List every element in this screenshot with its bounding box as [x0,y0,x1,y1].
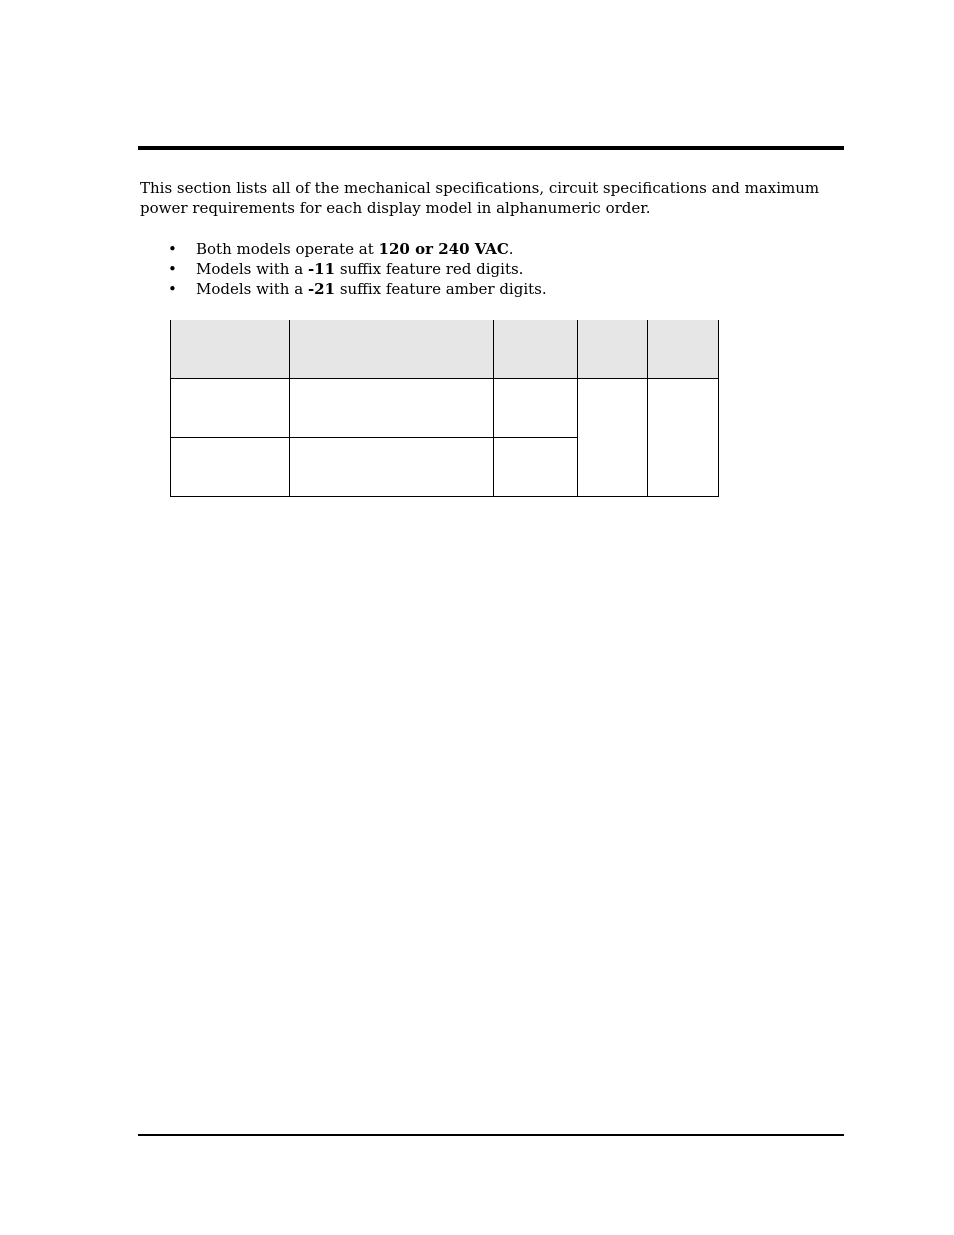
bullet-text-prefix: Models with a [196,280,308,298]
header-rule [138,146,844,150]
bullet-text-prefix: Models with a [196,260,308,278]
list-item [168,279,547,299]
table-header-cell [290,320,494,379]
bullet-text-suffix: suffix feature red digits. [335,260,524,278]
intro-paragraph: This section lists all of the mechanical specifications, circuit specifications and maximum power requirements for each display model in alphanumeric order. [140,179,820,217]
bullet-dot: • [168,280,177,298]
table-cell-merged [578,379,648,497]
table-cell [171,438,290,497]
table-cell [494,438,578,497]
spec-table [170,320,719,497]
bullet-list [168,239,547,299]
table-cell [290,379,494,438]
bullet-text-suffix: . [508,240,514,258]
bullet-dot: • [168,260,177,278]
bullet-text-bold: 120 or 240 VAC [378,240,509,258]
bullet-text-bold: -11 [307,260,336,278]
list-item [168,259,547,279]
table-cell-merged [648,379,719,497]
table-header-cell [494,320,578,379]
table-row [171,379,719,438]
bullet-text-suffix: suffix feature amber digits. [335,280,547,298]
table-cell [171,379,290,438]
table-header-row [171,320,719,379]
table-header-cell [648,320,719,379]
table-cell [494,379,578,438]
bullet-text-prefix: Both models operate at [196,240,379,258]
table-header-cell [171,320,290,379]
footer-rule [138,1134,844,1136]
list-item [168,239,547,259]
table-header-cell [578,320,648,379]
bullet-dot: • [168,240,177,258]
bullet-text-bold: -21 [307,280,336,298]
table-cell [290,438,494,497]
